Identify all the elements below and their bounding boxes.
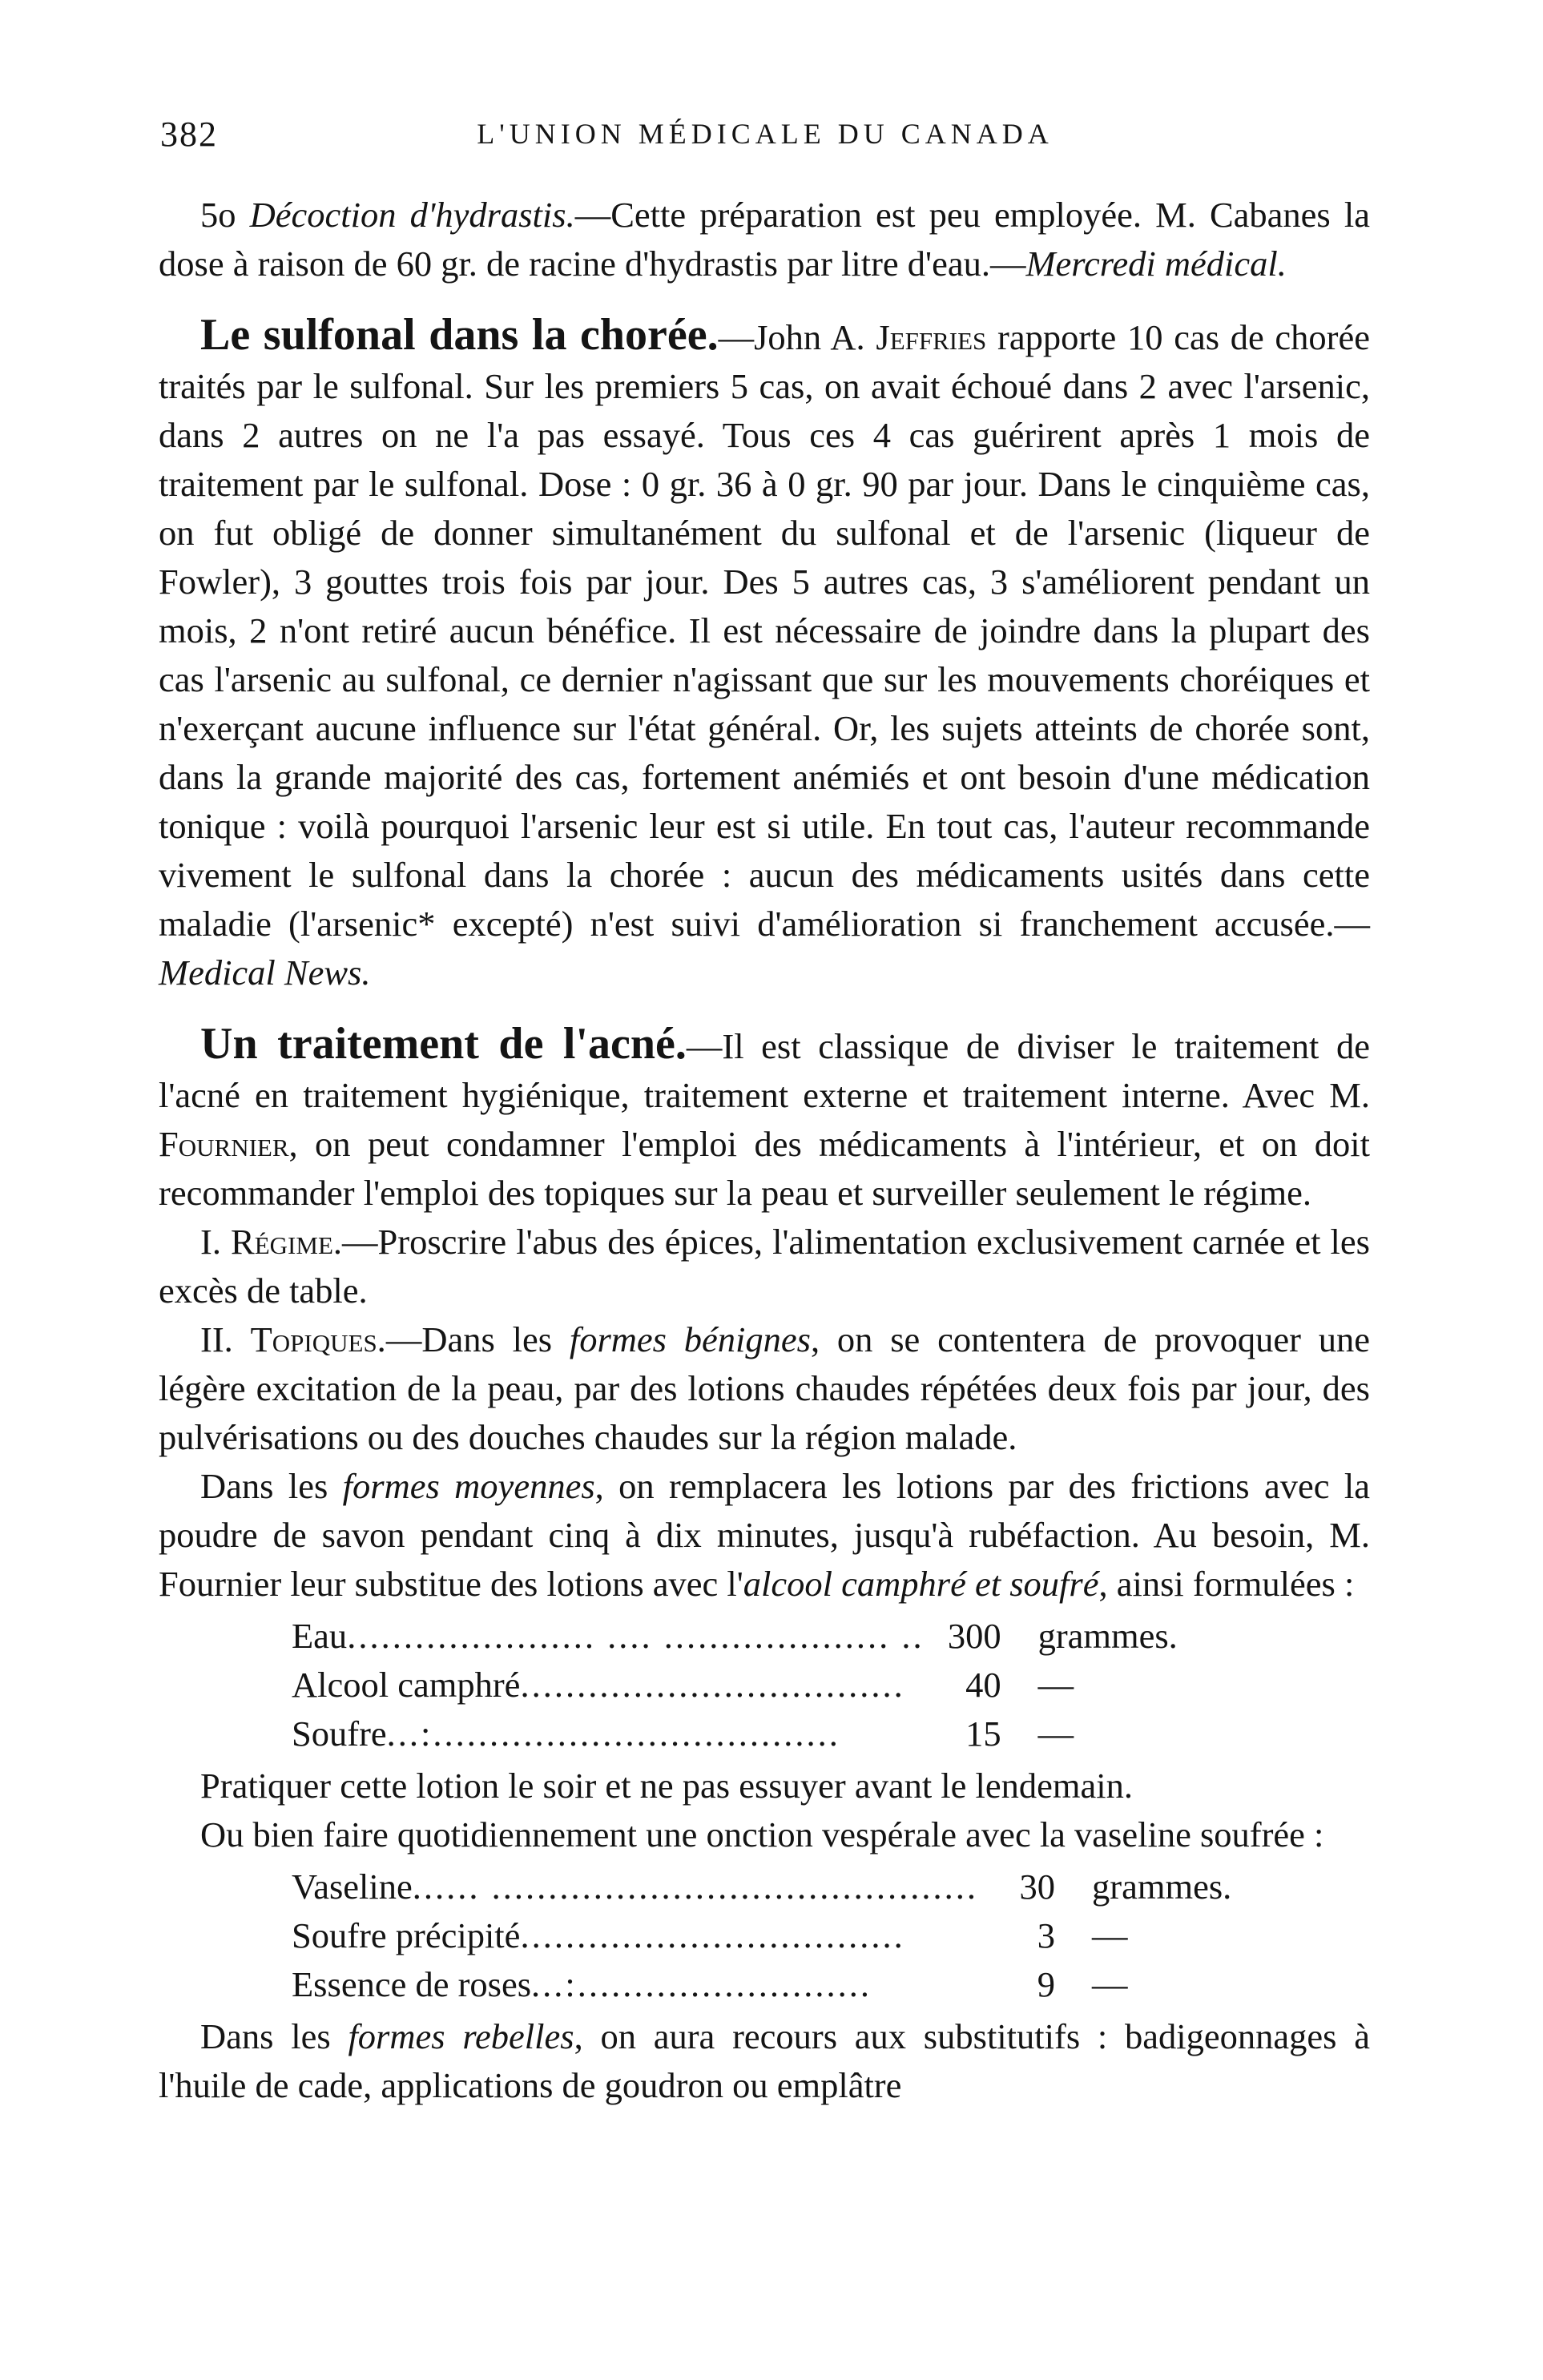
ingredient-unit: — [1092,1915,1128,1955]
subsection-label: Régime. [231,1222,342,1262]
author-name: Fournier [159,1124,289,1164]
formula-row: Vaseline...... ........................................... 30 grammes. [292,1863,1300,1911]
paragraph-moyennes: Dans les formes moyennes, on remplacera les lotions par des frictions avec la poudre de savon pendant cinq à dix minutes, jusqu'à rubéfaction. Au besoin, M. Fournier leur substitue des lotions avec l'alcool camphré et soufré, ainsi formulées : [159,1466,1370,1604]
ingredient-name: Vaseline [292,1867,413,1907]
page-number: 382 [160,115,218,154]
journal-title: L'UNION MÉDICALE DU CANADA [477,118,1054,150]
paragraph-rebelles: Dans les formes rebelles, on aura recours aux substitutifs : badigeonnages à l'huile de cade, applications de goudron ou emplâtre [159,2016,1371,2105]
ingredient-name: Eau [292,1616,348,1656]
running-head [160,114,1370,162]
ingredient-name: Alcool camphré [292,1665,521,1705]
item-number: 5o [200,195,236,235]
ingredient-unit: — [1092,1964,1128,2004]
ingredient-unit: grammes. [1037,1616,1178,1656]
section-heading: Un traitement de l'acné. [200,1019,687,1069]
formula-row: Essence de roses...:.......................... 9 — [292,1960,1300,2009]
section-heading: Le sulfonal dans la chorée. [200,310,719,360]
paragraph-lotion-usage: Pratiquer cette lotion le soir et ne pas essuyer avant le lendemain. [200,1766,1134,1806]
subsection-label: Topiques. [250,1319,386,1359]
item-source: Mercredi médical. [1025,244,1287,284]
ingredient-unit: — [1037,1714,1074,1754]
formula-row: Soufre précipité.................................. 3 — [292,1911,1300,1960]
ingredient-name: Soufre précipité [292,1915,521,1955]
ingredient-quantity: 15 [965,1714,1001,1754]
lotion-formula [292,1612,1247,1758]
paragraph-topiques: II. Topiques.—Dans les formes bénignes, on se contentera de provoquer une légère excitation de la peau, par des lotions chaudes répétées deux fois par jour, des pulvérisations ou des douches chaudes sur la région malade. [159,1319,1371,1457]
section-text: rapporte 10 cas de chorée traités par le sulfonal. Sur les premiers 5 cas, on avait échoué dans 2 avec l'arsenic, dans 2 autres on ne l'a pas essayé. Tous ces 4 cas guérirent après 1 mois de traitement par le sulfonal. Dose : 0 gr. 36 à 0 gr. 90 par jour. Dans le cinquième cas, on fut obligé de donner simultanément du sulfonal et de l'arsenic (liqueur de Fowler), 3 gouttes trois fois par jour. Des 5 autres cas, 3 s'améliorent pendant un mois, 2 n'ont retiré aucun bénéfice. Il est nécessaire de joindre dans la plupart des cas l'arsenic au sulfonal, ce dernier n'agissant que sur les mouvements choréiques et n'exerçant aucune influence sur l'état général. Or, les sujets atteints de chorée sont, dans la grande majorité des cas, fortement anémiés et ont besoin d'une médication tonique : voilà pourquoi l'arsenic leur est si utile. En tout cas, l'auteur recommande vivement le sulfonal dans la chorée : aucun des médicaments usités dans cette maladie (l'arsenic* excepté) n'est suivi d'amélioration si franchement accusée.— [159,317,1370,944]
item-text: —Cette préparation est peu employée. M. Cabanes la dose à raison de 60 gr. de racine d'hydrastis par litre d'eau.— [159,195,1370,284]
author-name: Jeffries [876,317,987,357]
paragraph-hydrastis [159,191,1370,288]
article-body [159,191,1370,2110]
ingredient-quantity: 3 [1037,1915,1056,1955]
formula-row: Eau...................... .... .................... .. 300 grammes. [292,1612,1247,1661]
pommade-formula [292,1863,1300,2009]
paragraph-onction: Ou bien faire quotidiennement une onction vespérale avec la vaseline soufrée : [200,1814,1324,1854]
paragraph-regime: I. Régime.—Proscrire l'abus des épices, l'alimentation exclusivement carnée et les excès de table. [159,1222,1370,1311]
section-acne: Un traitement de l'acné.—Il est classique de diviser le traitement de l'acné en traitement hygiénique, traitement externe et traitement interne. Avec M. Fournier, on peut condamner l'emploi des médicaments à l'intérieur, et on doit recommander l'emploi des topiques sur la peau et surveiller seulement le régime. [159,1019,1370,1213]
ingredient-quantity: 9 [1037,1964,1056,2004]
ingredient-quantity: 300 [947,1616,1001,1656]
ingredient-quantity: 40 [965,1665,1001,1705]
formula-row: Soufre...:.................................... 15 — [292,1709,1247,1758]
item-title: Décoction d'hydrastis. [249,195,575,235]
ingredient-quantity: 30 [1019,1867,1056,1907]
ingredient-unit: grammes. [1092,1867,1232,1907]
section-sulfonal: Le sulfonal dans la chorée.—John A. Jeffries rapporte 10 cas de chorée traités par le sulfonal. Sur les premiers 5 cas, on avait échoué dans 2 avec l'arsenic, dans 2 autres on ne l'a pas essayé. Tous ces 4 cas guérirent après 1 mois de traitement par le sulfonal. Dose : 0 gr. 36 à 0 gr. 90 par jour. Dans le cinquième cas, on fut obligé de donner simultanément du sulfonal et de l'arsenic (liqueur de Fowler), 3 gouttes trois fois par jour. Des 5 autres cas, 3 s'améliorent pendant un mois, 2 n'ont retiré aucun bénéfice. Il est nécessaire de joindre dans la plupart des cas l'arsenic au sulfonal, ce dernier n'agissant que sur les mouvements choréiques et n'exerçant aucune influence sur l'état général. Or, les sujets atteints de chorée sont, dans la grande majorité des cas, fortement anémiés et ont besoin d'une médication tonique : voilà pourquoi l'arsenic leur est si utile. En tout cas, l'auteur recommande vivement le sulfonal dans la chorée : aucun des médicaments usités dans cette maladie (l'arsenic* excepté) n'est suivi d'amélioration si franchement accusée.—Medical News. [159,310,1370,993]
ingredient-unit: — [1037,1665,1074,1705]
section-source: Medical News. [159,952,371,993]
ingredient-name: Essence de roses [292,1964,532,2004]
formula-row: Alcool camphré.................................. 40 — [292,1661,1247,1709]
ingredient-name: Soufre [292,1714,387,1754]
